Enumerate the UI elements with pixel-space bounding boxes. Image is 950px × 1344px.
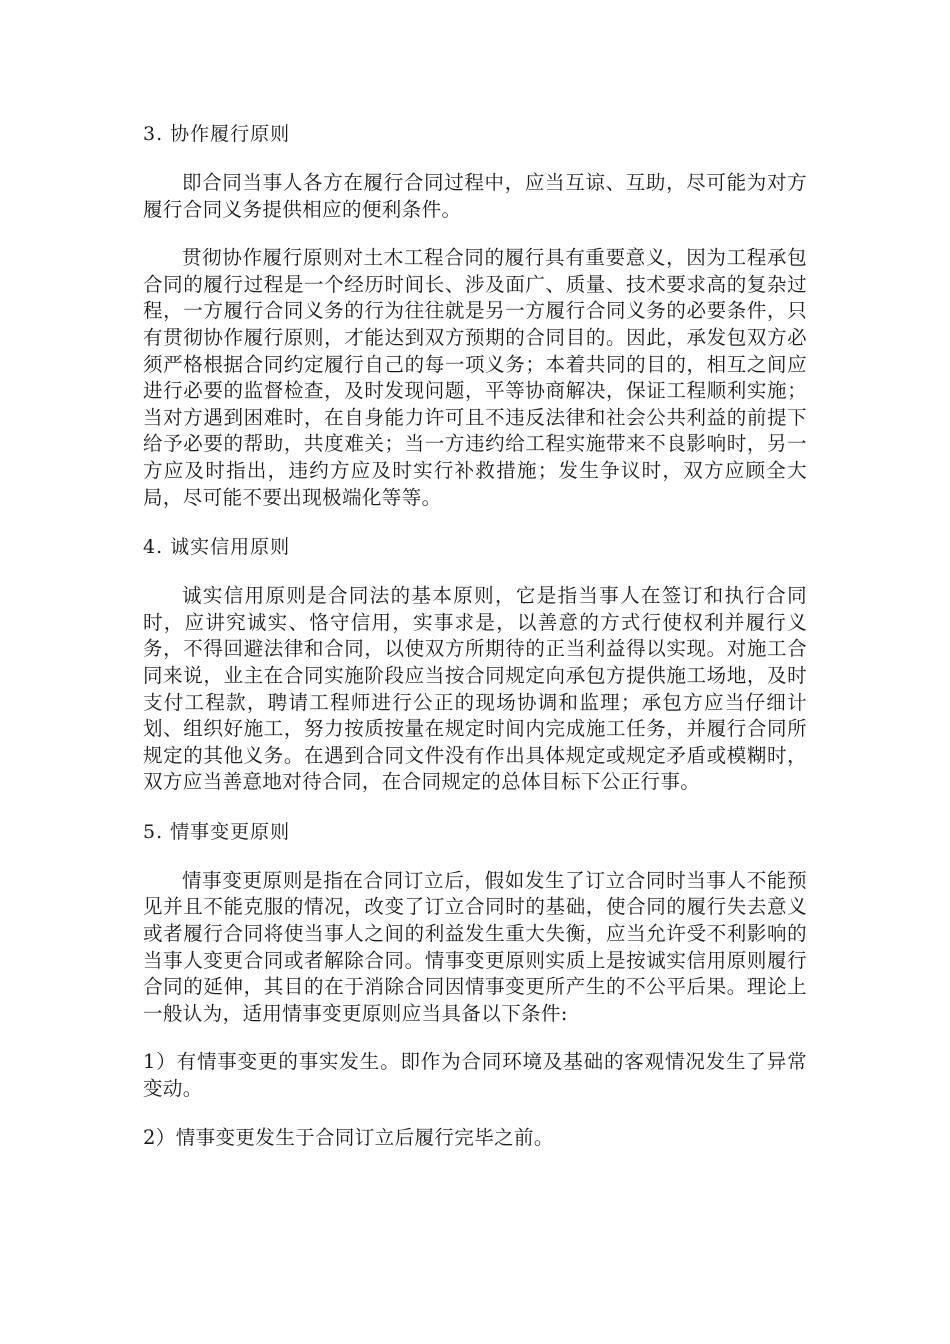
document-body — [143, 120, 807, 1173]
paragraph-3b: 贯彻协作履行原则对土木工程合同的履行具有重要意义，因为工程承包合同的履行过程是一个经历时间长、涉及面广、质量、技术要求高的复杂过程，一方履行合同义务的行为往往就是另一方履行合同义务的必要条件，只有贯彻协作履行原则，才能达到双方预期的合同目的。因此，承发包双方必须严格根据合同约定履行自己的每一项义务；本着共同的目的，相互之间应进行必要的监督检查，及时发现问题，平等协商解决，保证工程顺利实施；当对方遇到困难时，在自身能力许可且不违反法律和社会公共利益的前提下给予必要的帮助，共度难关；当一方违约给工程实施带来不良影响时，另一方应及时指出，违约方应及时实行补救措施；发生争议时，双方应顾全大局，尽可能不要出现极端化等等。 — [143, 246, 807, 509]
section-heading-3: 3. 协作履行原则 — [143, 123, 291, 145]
paragraph-5: 情事变更原则是指在合同订立后，假如发生了订立合同时当事人不能预见并且不能克服的情况，改变了订立合同时的基础，使合同的履行失去意义或者履行合同将使当事人之间的利益发生重大失衡，应当允许受不利影响的当事人变更合同或者解除合同。情事变更原则实质上是按诚实信用原则履行合同的延伸，其目的在于消除合同因情事变更所产生的不公平后果。理论上一般认为，适用情事变更原则应当具备以下条件: — [143, 868, 807, 1025]
paragraph-4: 诚实信用原则是合同法的基本原则，它是指当事人在签订和执行合同时，应讲究诚实、恪守信用，实事求是，以善意的方式行使权利并履行义务，不得回避法律和合同，以使双方所期待的正当利益得以实现。对施工合同来说，业主在合同实施阶段应当按合同规定向承包方提供施工场地，及时支付工程款，聘请工程师进行公正的现场协调和监理；承包方应当仔细计划、组织好施工，努力按质按量在规定时间内完成施工任务，并履行合同所规定的其他义务。在遇到合同文件没有作出具体规定或规定矛盾或模糊时，双方应当善意地对待合同，在合同规定的总体目标下公正行事。 — [143, 584, 807, 794]
section-heading-5: 5. 情事变更原则 — [143, 820, 291, 843]
paragraph-3a: 即合同当事人各方在履行合同过程中，应当互谅、互助，尽可能为对方履行合同义务提供相应的便利条件。 — [143, 171, 807, 221]
condition-item-2: 2）情事变更发生于合同订立后履行完毕之前。 — [143, 1125, 554, 1149]
condition-item-1: 1）有情事变更的事实发生。即作为合同环境及基础的客观情况发生了异常变动。 — [143, 1050, 807, 1101]
section-heading-4: 4. 诚实信用原则 — [143, 536, 291, 559]
